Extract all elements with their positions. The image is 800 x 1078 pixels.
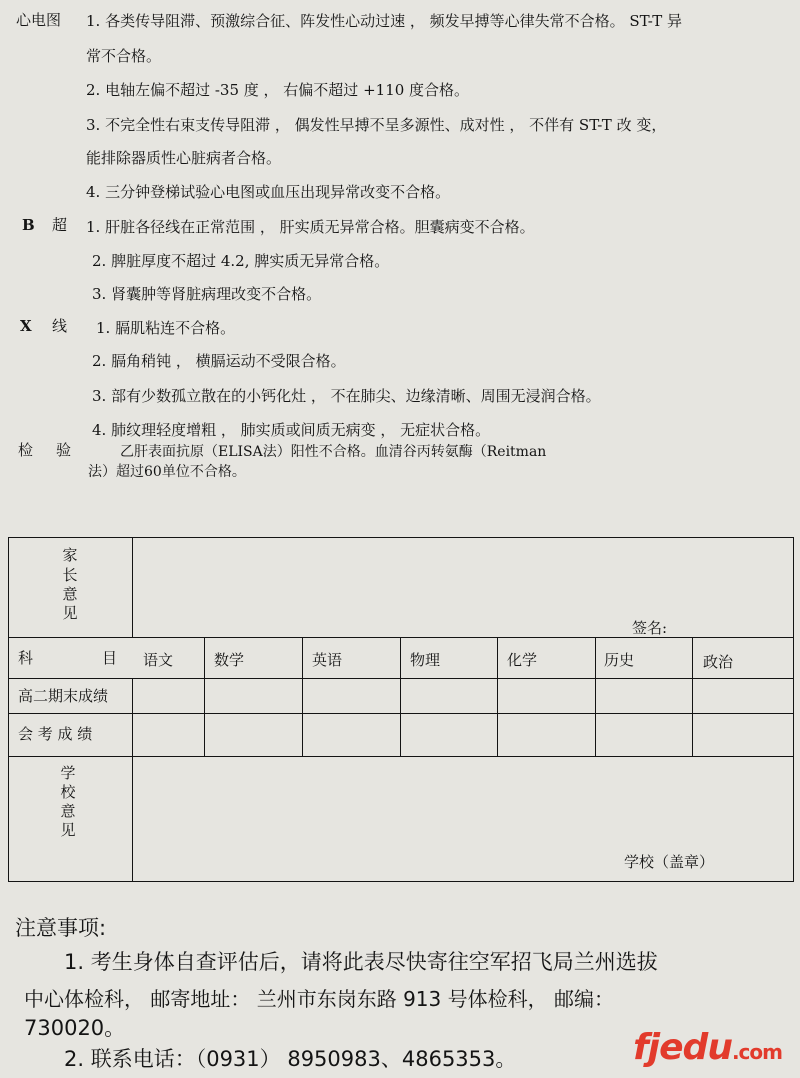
parent-opinion-char: 见 [62, 604, 78, 622]
row-final-label: 高二期末成绩 [18, 687, 109, 705]
watermark-logo [633, 1027, 782, 1068]
subject-yuwen: 语文 [143, 651, 174, 669]
xray-label-line: 线 [52, 317, 68, 335]
subject-wuli: 物理 [410, 651, 441, 669]
table-line [8, 713, 794, 714]
ecg-item-2: 2. 电轴左偏不超过 -35 度 ， 右偏不超过 +110 度合格。 [86, 81, 470, 99]
xray-item-3: 3. 部有少数孤立散在的小钙化灶 ， 不在肺尖、边缘清晰、周围无浸润合格。 [92, 387, 601, 405]
table-line [793, 537, 794, 882]
notes-title: 注意事项: [15, 916, 107, 940]
lab-label-b: 验 [56, 441, 72, 459]
bultra-item-3: 3. 肾囊肿等肾脏病理改变不合格。 [92, 285, 322, 303]
school-opinion-char: 学 [60, 764, 76, 782]
school-stamp-label: 学校（盖章） [624, 853, 715, 871]
parent-opinion-char: 长 [62, 566, 78, 584]
parent-opinion-char: 家 [62, 546, 78, 564]
note-line-2: 中心体检科， 邮寄地址： 兰州市东岗东路 913 号体检科， 邮编： [24, 987, 614, 1011]
xray-item-1: 1. 膈肌粘连不合格。 [96, 319, 236, 337]
ecg-label: 心电图 [16, 11, 62, 29]
ecg-item-1-cont: 常不合格。 [86, 47, 162, 65]
ecg-item-3-cont: 能排除器质性心脏病者合格。 [86, 149, 282, 167]
table-line [595, 637, 596, 756]
row-exam-label: 会 考 成 绩 [18, 725, 93, 743]
ecg-item-4: 4. 三分钟登梯试验心电图或血压出现异常改变不合格。 [86, 183, 451, 201]
table-line [132, 678, 133, 881]
table-line [8, 756, 794, 757]
school-opinion-char: 见 [60, 821, 76, 839]
table-line [132, 537, 133, 637]
note-line-4: 2. 联系电话：（0931） 8950983、4865353。 [64, 1047, 517, 1071]
note-line-1: 1. 考生身体自查评估后，请将此表尽快寄往空军招飞局兰州选拔 [64, 950, 658, 974]
table-line [8, 678, 794, 679]
subject-shuxue: 数学 [214, 651, 245, 669]
table-line [8, 881, 794, 882]
xray-item-4: 4. 肺纹理轻度增粗 ， 肺实质或间质无病变 ， 无症状合格。 [92, 421, 491, 439]
school-opinion-char: 意 [60, 802, 76, 820]
note-line-3: 730020。 [24, 1016, 126, 1040]
table-line [8, 537, 9, 882]
table-line [497, 637, 498, 756]
subject-header-ke: 科 [18, 649, 34, 667]
bultra-label-ultra: 超 [52, 216, 68, 234]
parent-opinion-char: 意 [62, 585, 78, 603]
table-line [302, 637, 303, 756]
lab-label-a: 检 [18, 441, 34, 459]
subject-huaxue: 化学 [507, 651, 538, 669]
subject-lishi: 历史 [604, 651, 635, 669]
table-line [8, 637, 794, 638]
bultra-item-1: 1. 肝脏各径线在正常范围 ， 肝实质无异常合格。胆囊病变不合格。 [86, 218, 535, 236]
bultra-item-2: 2. 脾脏厚度不超过 4.2, 脾实质无异常合格。 [92, 252, 390, 270]
watermark-suffix: .com [731, 1040, 782, 1064]
table-line [204, 637, 205, 756]
lab-item-1-cont: 法）超过60单位不合格。 [88, 464, 246, 480]
bultra-label-b: B [22, 216, 35, 234]
ecg-item-3: 3. 不完全性右束支传导阻滞 ， 偶发性早搏不呈多源性、成对性 ， 不伴有 ST-T 改 变， [86, 116, 667, 134]
signature-label: 签名: [632, 619, 668, 637]
watermark-brand: fjedu [633, 1027, 732, 1068]
subject-yingyu: 英语 [312, 651, 343, 669]
school-opinion-char: 校 [60, 783, 76, 801]
lab-item-1: 乙肝表面抗原（ELISA法）阳性不合格。血清谷丙转氨酶（Reitman [120, 444, 547, 460]
xray-label-x: X [20, 317, 32, 335]
table-line [400, 637, 401, 756]
table-line [692, 637, 693, 756]
xray-item-2: 2. 膈角稍钝 ， 横膈运动不受限合格。 [92, 352, 346, 370]
subject-zhengzhi: 政治 [703, 653, 734, 671]
table-line [8, 537, 794, 538]
ecg-item-1: 1. 各类传导阻滞、预激综合征、阵发性心动过速 ， 频发早搏等心律失常不合格。 ST-T 异 [86, 12, 683, 30]
subject-header-mu: 目 [102, 649, 118, 667]
